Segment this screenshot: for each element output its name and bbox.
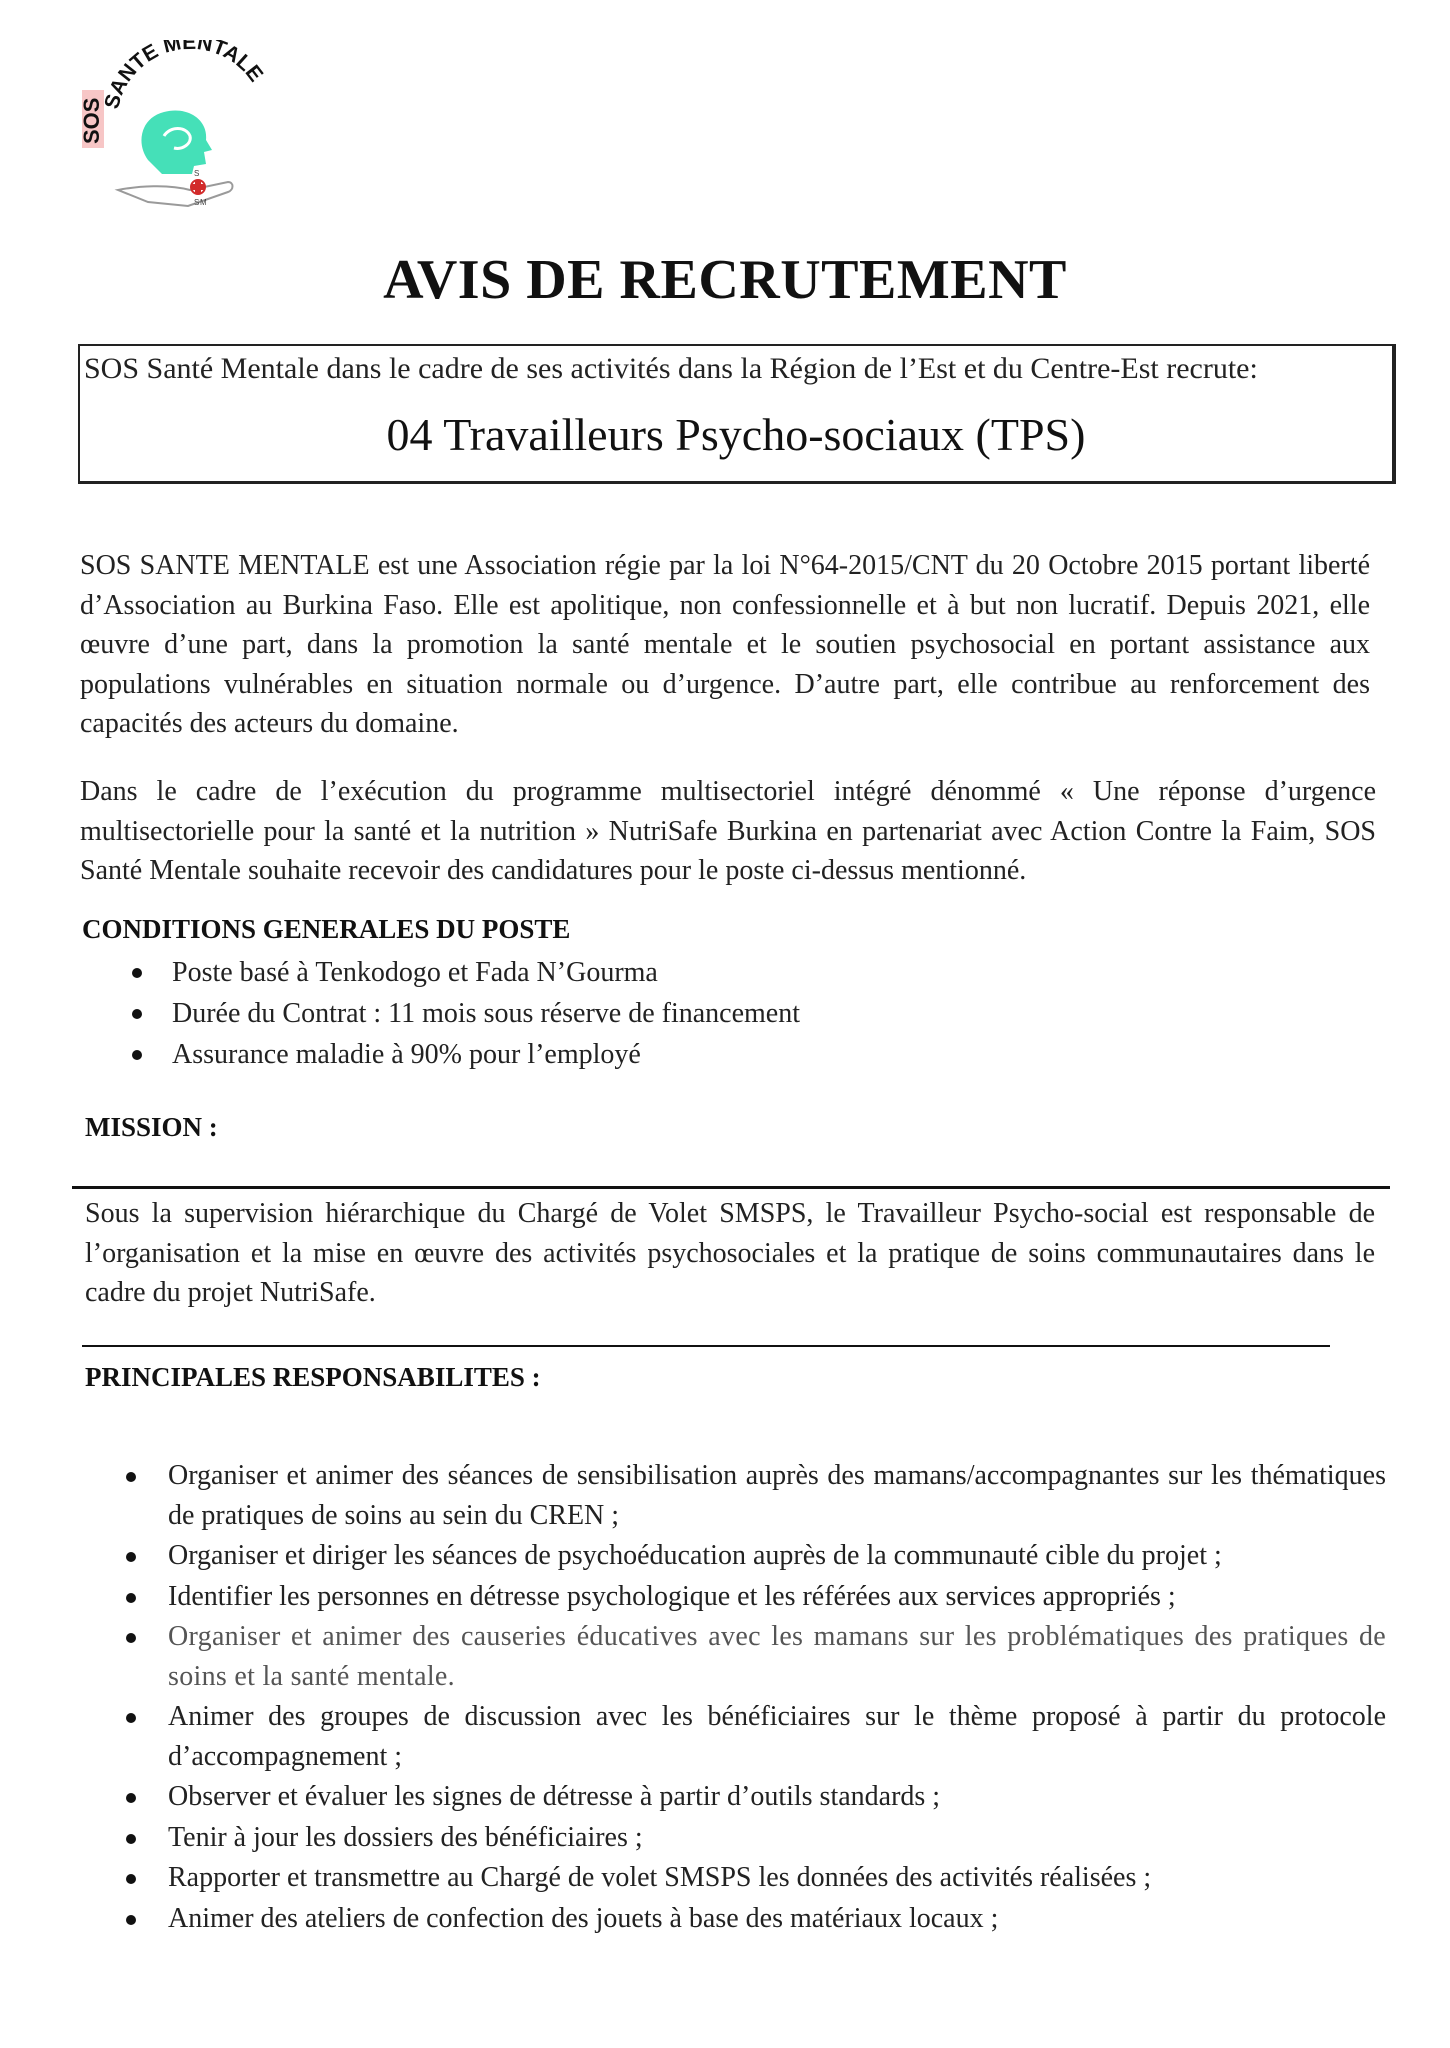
announcement-line: SOS Santé Mentale dans le cadre de ses activités dans la Région de l’Est et du Centre-Est recrute: [84, 352, 1258, 385]
responsibilities-heading: PRINCIPALES RESPONSABILITES : [85, 1362, 541, 1392]
list-item: Organiser et animer des causeries éducatives avec les mamans sur les problématiques des pratiques de soins et la santé mentale. [124, 1617, 1386, 1696]
head-profile-icon [141, 110, 212, 174]
list-item: Animer des groupes de discussion avec les bénéficiaires sur le thème proposé à partir du protocole d’accompagnement ; [124, 1697, 1386, 1776]
mission-heading: MISSION : [85, 1112, 218, 1142]
badge-letter-s2: S [194, 198, 200, 207]
announcement-role: 04 Travailleurs Psycho-sociaux (TPS) [386, 409, 1086, 460]
logo-arc-text: SANTE MENTALE [100, 40, 268, 112]
list-item: Observer et évaluer les signes de détresse à partir d’outils standards ; [124, 1777, 1386, 1817]
list-item: Tenir à jour les dossiers des bénéficiaires ; [124, 1818, 1386, 1858]
open-hand-icon [118, 182, 233, 206]
mission-text: Sous la supervision hiérarchique du Chargé de Volet SMSPS, le Travailleur Psycho-social est responsable de l’organisation et la mise en œuvre des activités psychosociales et la pratique de soins communautaires dans le cadre du projet NutriSafe. [85, 1198, 1375, 1308]
list-item: Durée du Contrat : 11 mois sous réserve de financement [132, 993, 800, 1034]
program-paragraph: Dans le cadre de l’exécution du programme multisectoriel intégré dénommé « Une réponse d’urgence multisectorielle pour la santé et la nutrition » NutriSafe Burkina en partenariat avec Action Contre la Faim, SOS Santé Mentale souhaite recevoir des candidatures pour le poste ci-dessus mentionné. [80, 776, 1376, 886]
divider [82, 1345, 1330, 1347]
association-paragraph: SOS SANTE MENTALE est une Association régie par la loi N°64-2015/CNT du 20 Octobre 2015 portant liberté d’Association au Burkina Faso. Elle est apolitique, non confessionnelle et à but non lucratif. Depuis 2021, elle œuvre d’une part, dans la promotion la santé mentale et le soutien psychosocial en portant assistance aux populations vulnérables en situation normale ou d’urgence. D’autre part, elle contribue au renforcement des capacités des acteurs du domaine. [80, 550, 1370, 739]
responsibilities-list [124, 1456, 1386, 1939]
announcement-box [78, 344, 1396, 484]
conditions-list [132, 952, 800, 1075]
list-item: Organiser et animer des séances de sensibilisation auprès des mamans/accompagnantes sur les thématiques de pratiques de soins au sein du CREN ; [124, 1456, 1386, 1535]
list-item: Organiser et diriger les séances de psychoéducation auprès de la communauté cible du projet ; [124, 1536, 1386, 1576]
list-item: Animer des ateliers de confection des jouets à base des matériaux locaux ; [124, 1899, 1386, 1939]
logo-sos-text: SOS [79, 97, 104, 144]
medical-cross-icon [191, 180, 205, 194]
badge-letter-m: M [200, 198, 207, 207]
badge-letter-s1: S [194, 169, 200, 178]
list-item: Assurance maladie à 90% pour l’employé [132, 1034, 800, 1075]
divider [72, 1186, 1390, 1189]
page-title: AVIS DE RECRUTEMENT [383, 249, 1067, 311]
organization-logo [78, 40, 298, 220]
list-item: Poste basé à Tenkodogo et Fada N’Gourma [132, 952, 800, 993]
list-item: Rapporter et transmettre au Chargé de volet SMSPS les données des activités réalisées ; [124, 1858, 1386, 1898]
logo-graphic [78, 40, 298, 220]
conditions-heading: CONDITIONS GENERALES DU POSTE [82, 914, 571, 944]
list-item: Identifier les personnes en détresse psychologique et les référées aux services appropriés ; [124, 1577, 1386, 1617]
